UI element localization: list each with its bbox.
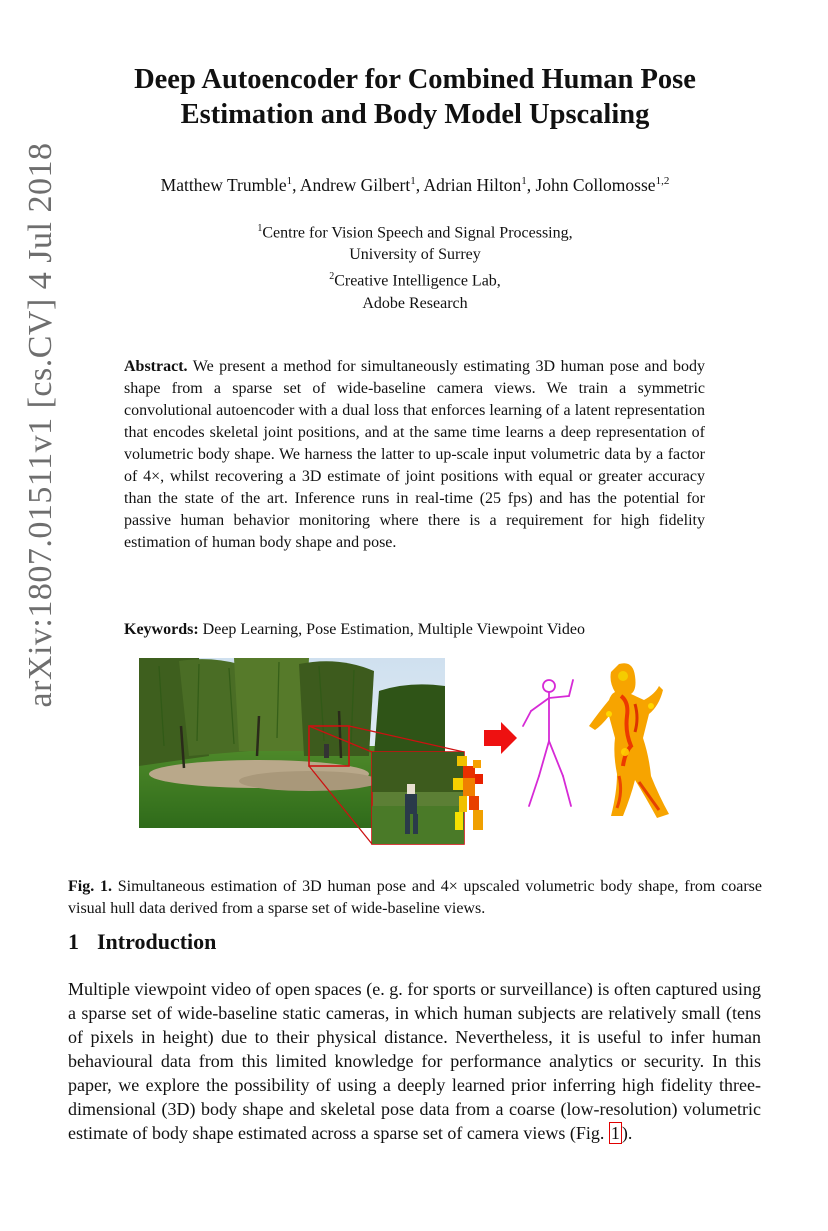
section-heading xyxy=(68,929,216,955)
figure-reference-link[interactable]: 1 xyxy=(610,1123,620,1143)
skeleton-figure xyxy=(523,680,573,806)
author-name: Andrew Gilbert xyxy=(299,175,411,195)
author-affiliation-marker: 1 xyxy=(286,175,293,188)
title-line-1: Deep Autoencoder for Combined Human Pose xyxy=(134,64,696,95)
keywords-text: Deep Learning, Pose Estimation, Multiple Viewpoint Video xyxy=(202,621,585,638)
affiliation-2-line-2: Adobe Research xyxy=(362,294,468,312)
abstract-text: We present a method for simultaneously estimating 3D human pose and body shape from a sparse set of wide-baseline camera views. We train a symmetric convolutional autoencoder with a dual loss that enforces learning of a latent representation that encodes skeletal joint positions, and at the same time learns a deep representation of volumetric body shape. We harness the latter to up-scale input volumetric data by a factor of 4×, whilst recovering a 3D estimate of joint positions with equal or greater accuracy than the state of the art. Inference runs in real-time (25 fps) and has the potential for passive human behavior monitoring where there is a requirement for high fidelity estimation of human body shape and pose. xyxy=(124,358,705,551)
affiliation-marker: 1 xyxy=(257,223,263,234)
figure-1 xyxy=(139,656,699,846)
author-affiliation-marker: 1 xyxy=(410,175,416,188)
affiliation-2-line-1 xyxy=(60,266,770,292)
intro-text-end: ). xyxy=(621,1123,633,1143)
author-separator: , xyxy=(292,175,300,195)
intro-text: Multiple viewpoint video of open spaces (e. g. for sports or surveillance) is often captured using a sparse set of wide-baseline static cameras, in which human subjects are relatively small (tens of pixels in height) due to their physical distance. Nevertheless, it is useful to infer human behavioural data from this limited knowledge for performance analytics or security. In this paper, we explore the possibility of using a deeply learned prior inferring high fidelity three-dimensional (3D) body shape and skeletal pose data from a coarse (low-resolution) volumetric estimate of body shape estimated across a sparse set of camera views (Fig. xyxy=(68,979,761,1143)
author-affiliation-marker: 1,2 xyxy=(655,175,670,188)
affiliation-1-line-1 xyxy=(60,218,770,244)
figure-caption-text: Simultaneous estimation of 3D human pose and 4× upscaled volumetric body shape, from coarse visual hull data derived from a sparse set of wide-baseline views. xyxy=(68,878,763,917)
title-line-2: Estimation and Body Model Upscaling xyxy=(180,99,650,130)
upscaled-body-shape xyxy=(589,663,669,818)
affiliation-text: Creative Intelligence Lab, xyxy=(334,272,501,290)
author-separator: , xyxy=(526,175,536,195)
right-arrow-icon xyxy=(484,722,517,754)
author-name: John Collomosse xyxy=(535,175,656,195)
paper-title xyxy=(60,62,770,132)
keywords xyxy=(124,619,724,641)
abstract-label: Abstract. xyxy=(124,358,188,375)
author-list xyxy=(60,175,770,196)
author-affiliation-marker: 1 xyxy=(521,175,527,188)
section-title: Introduction xyxy=(97,929,217,954)
affiliation-text: Centre for Vision Speech and Signal Processing, xyxy=(262,224,573,242)
author-name: Matthew Trumble xyxy=(160,175,287,195)
abstract xyxy=(124,356,705,554)
affiliation-1-line-2: University of Surrey xyxy=(349,246,481,264)
affiliation-marker: 2 xyxy=(329,271,335,283)
keywords-label: Keywords: xyxy=(124,621,199,638)
author-name: Adrian Hilton xyxy=(423,175,522,195)
author-separator: , xyxy=(415,175,424,195)
affiliations xyxy=(60,218,770,315)
figure-caption-label: Fig. 1. xyxy=(68,878,112,895)
figure-caption xyxy=(68,876,762,920)
arxiv-stamp: arXiv:1807.01511v1 [cs.CV] 4 Jul 2018 xyxy=(22,142,59,708)
section-number: 1 xyxy=(68,929,79,954)
intro-paragraph xyxy=(68,977,761,1145)
